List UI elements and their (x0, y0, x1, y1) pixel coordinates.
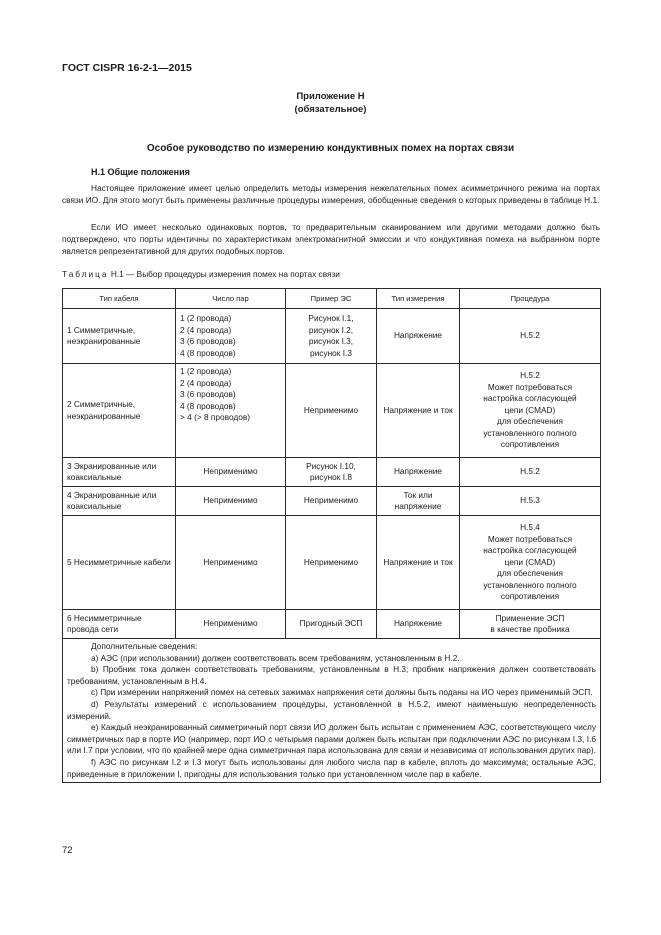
cell-line: Н.5.2 (520, 370, 540, 381)
cell-example (286, 309, 377, 364)
document-header: ГОСТ CISPR 16-2-1—2015 (62, 62, 192, 74)
cell-line: 3 (6 проводов) (180, 389, 236, 399)
cell-example (286, 458, 377, 487)
cell-line: Неприменимо (303, 495, 359, 506)
cell-line: рисунок I.3, (308, 336, 354, 346)
cell-line: Может потребоваться (487, 381, 573, 392)
cell-line: Н.5.4 (520, 522, 540, 533)
cell-pairs (176, 309, 286, 364)
cell-line: в качестве пробника (490, 624, 570, 634)
page-number: 72 (62, 845, 73, 856)
cell-line: 2 (4 провода) (180, 324, 232, 335)
cell-measurement: Напряжение и ток (377, 516, 460, 610)
cell-line: настройка согласующей (483, 393, 577, 404)
subsection-title: Н.1 Общие положения (91, 167, 190, 177)
cell-line: Неприменимо (203, 618, 258, 629)
cell-line: Рисунок I.10, (306, 460, 356, 471)
cell-pairs (176, 364, 286, 458)
cell-procedure (460, 516, 601, 610)
cell-line: настройка согласующей (483, 545, 577, 556)
procedure-table (62, 288, 601, 783)
cell-line: установленного полного (483, 579, 577, 590)
cell-measurement: Напряжение (377, 458, 460, 487)
cell-line: Неприменимо (203, 466, 258, 477)
cell-pairs (176, 610, 286, 639)
cell-cable-type: 3 Экранированные или коаксиальные (63, 458, 176, 487)
cell-measurement: Ток или напряжение (377, 487, 460, 516)
cell-line: рисунок I.3 (310, 347, 352, 358)
cell-example (286, 364, 377, 458)
column-header: Тип кабеля (63, 289, 176, 309)
appendix-title: Приложение Н (296, 91, 365, 102)
cell-procedure (460, 309, 601, 364)
cell-pairs (176, 487, 286, 516)
cell-procedure (460, 487, 601, 516)
cell-line: Рисунок I.1, (308, 313, 354, 323)
cell-line: 1 (2 провода) (180, 313, 232, 323)
column-header: Процедура (460, 289, 601, 309)
cell-measurement: Напряжение (377, 610, 460, 639)
cell-line: Может потребоваться (487, 533, 573, 544)
table-row (63, 487, 601, 516)
cell-line: 2 (4 провода) (180, 377, 232, 388)
cell-line: цепи (CMAD) (504, 404, 556, 415)
cell-procedure (460, 364, 601, 458)
cell-pairs (176, 516, 286, 610)
cell-line: Неприменимо (303, 556, 359, 567)
cell-line: Н.5.2 (520, 330, 540, 341)
cell-measurement: Напряжение (377, 309, 460, 364)
table-row (63, 309, 601, 364)
cell-cable-type: 5 Несимметричные кабели (63, 516, 176, 610)
table-row (63, 516, 601, 610)
cell-example (286, 516, 377, 610)
table-notes-row (63, 639, 601, 783)
cell-cable-type: 6 Несимметричные провода сети (63, 610, 176, 639)
cell-line: для обеспечения (497, 568, 563, 579)
cell-measurement: Напряжение и ток (377, 364, 460, 458)
paragraph-1: Настоящее приложение имеет целью определить методы измерения нежелательных помех асимметричного режима на портах связи ИО. Для этого могут быть применены различные процедуры измерения, обобщенные сведения о которых приведены в таблице Н.1. (62, 183, 600, 205)
cell-procedure (460, 610, 601, 639)
column-header: Тип измерения (377, 289, 460, 309)
cell-line: Неприменимо (203, 495, 258, 506)
cell-cable-type: 2 Симметричные, неэкранированные (63, 364, 176, 458)
table-row (63, 610, 601, 639)
cell-line: Неприменимо (203, 556, 258, 567)
note-item: а) АЭС (при использовании) должен соответствовать всем требованиям, установленным в Н.2. (91, 652, 460, 663)
section-title: Особое руководство по измерению кондуктивных помех на портах связи (146, 143, 515, 154)
cell-line: сопротивления (500, 439, 560, 450)
cell-line: установленного полного (483, 427, 577, 438)
column-header: Пример ЭС (286, 289, 377, 309)
cell-line: Пригодный ЭСП (299, 618, 363, 629)
cell-line: рисунок I.2, (308, 324, 354, 335)
cell-line: сопротивления (500, 591, 560, 602)
table-caption-label: Таблица (62, 269, 109, 279)
cell-line: > 4 (> 8 проводов) (180, 412, 250, 422)
column-header: Число пар (176, 289, 286, 309)
note-item: b) Пробник тока должен соответствовать требованиям, установленным в Н.3; пробник напряжения должен соответствовать требованиям, установленным в Н.4. (67, 664, 596, 686)
paragraph-2: Если ИО имеет несколько одинаковых портов, то предварительным сканированием или другими методами должно быть подтверждено, что порты идентичны по характеристикам электромагнитной эмиссии и что кондуктивная помеха на выбранном порте является репрезентативной для других подобных портов. (62, 222, 600, 256)
table-header-row (63, 289, 601, 309)
cell-line: 1 (2 провода) (180, 366, 232, 376)
cell-line: рисунок I.8 (310, 472, 352, 482)
table-notes (63, 639, 601, 783)
appendix-status: (обязательное) (294, 104, 367, 115)
cell-line: Н.5.3 (520, 495, 540, 506)
cell-cable-type: 4 Экранированные или коаксиальные (63, 487, 176, 516)
cell-cable-type: 1 Симметричные, неэкранированные (63, 309, 176, 364)
cell-example (286, 487, 377, 516)
cell-line: Применение ЭСП (495, 612, 565, 623)
table-row (63, 364, 601, 458)
cell-procedure (460, 458, 601, 487)
cell-line: 3 (6 проводов) (180, 336, 236, 346)
table-row (63, 458, 601, 487)
cell-line: для обеспечения (497, 416, 563, 427)
note-item: d) Результаты измерений с использованием процедуры, установленной в Н.5.2, имеют наименьшую неопределенность измерений. (67, 698, 596, 721)
table-caption-text: Н.1 — Выбор процедуры измерения помех на портах связи (110, 269, 340, 279)
cell-line: цепи (CMAD) (504, 556, 556, 567)
note-item: Дополнительные сведения: (91, 641, 198, 651)
note-item: f) АЭС по рисункам I.2 и I.3 могут быть использованы для любого числа пар в кабеле, вплоть до максимума; остальные АЭС, приведенные в приложении I, пригодны для использования только при установленном числе пар в кабеле. (67, 756, 596, 779)
cell-line: 4 (8 проводов) (180, 347, 236, 358)
cell-line: Н.5.2 (520, 466, 540, 477)
table-caption (62, 269, 340, 279)
cell-line: 4 (8 проводов) (180, 400, 236, 411)
note-item: e) Каждый неэкранированный симметричный порт связи ИО должен быть испытан с применением АЭС, соответствующего числу симметричных пар в порте ИО (например, порт ИО с четырьмя парами должен быть испытан при подключении АЭС по рисункам I.3, I.6 или I.7 при условии, что по крайней мере одна симметричная пара использована для связи и независима от использования других пар). (67, 722, 596, 756)
note-item: c) При измерении напряжений помех на сетевых зажимах напряжения сети должны быть поданы на ИО через применимый ЭСП. (91, 687, 593, 698)
appendix-heading (0, 90, 661, 116)
cell-pairs (176, 458, 286, 487)
cell-line: Неприменимо (303, 404, 359, 415)
cell-example (286, 610, 377, 639)
